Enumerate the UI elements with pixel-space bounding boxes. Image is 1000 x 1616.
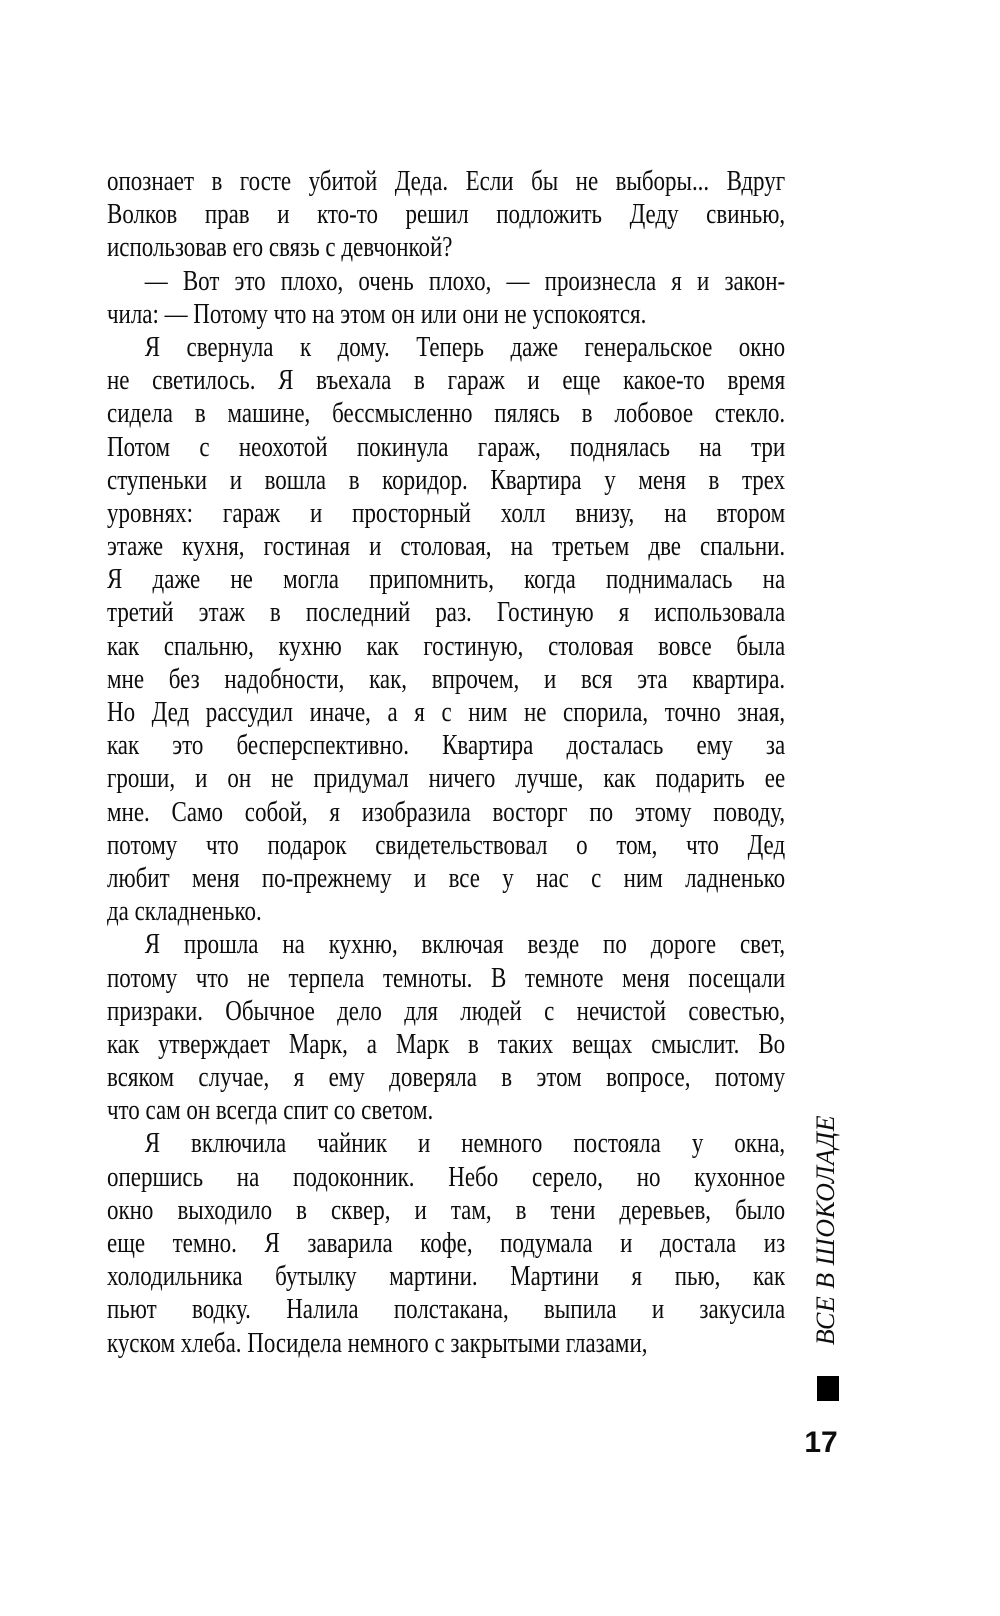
text-line: пьют водку. Налила полстакана, выпила и закусила bbox=[107, 1294, 786, 1326]
text-line: любит меня по-прежнему и все у нас с ним ладненько bbox=[107, 862, 786, 894]
running-title-text: ВСЕ В ШОКОЛАДЕ bbox=[811, 1114, 840, 1346]
text-line: как это бесперспективно. Квартира досталась ему за bbox=[107, 730, 786, 762]
text-line: опознает в госте убитой Деда. Если бы не выборы... Вдруг bbox=[107, 166, 786, 197]
text-line: Волков прав и кто-то решил подложить Деду свинью, bbox=[107, 199, 786, 231]
text-line: как спальню, кухню как гостиную, столовая вовсе была bbox=[107, 630, 786, 662]
running-title-vertical bbox=[804, 1110, 848, 1350]
text-line: опершись на подоконник. Небо серело, но кухонное bbox=[107, 1161, 786, 1193]
text-line: Я прошла на кухню, включая везде по дороге свет, bbox=[144, 929, 786, 961]
text-line: холодильника бутылку мартини. Мартини я пью, как bbox=[107, 1261, 786, 1293]
text-line: потому что не терпела темноты. В темноте меня посещали bbox=[107, 962, 786, 994]
text-line: мне. Само собой, я изобразила восторг по этому поводу, bbox=[107, 796, 786, 828]
text-line: еще темно. Я заварила кофе, подумала и достала из bbox=[107, 1228, 786, 1259]
text-line: потому что подарок свидетельствовал о том, что Дед bbox=[107, 829, 786, 861]
text-line: Потом с неохотой покинула гараж, поднялась на три bbox=[107, 431, 786, 463]
text-line: не светилось. Я въехала в гараж и еще какое-то время bbox=[107, 365, 786, 397]
text-line: использовав его связь с девчонкой? bbox=[107, 232, 453, 264]
text-line: Я даже не могла припомнить, когда поднималась на bbox=[107, 564, 786, 596]
text-line: всяком случае, я ему доверяла в этом вопросе, потому bbox=[107, 1062, 786, 1094]
text-line: как утверждает Марк, а Марк в таких вещах смыслит. Во bbox=[107, 1028, 786, 1060]
text-line: куском хлеба. Посидела немного с закрытыми глазами, bbox=[107, 1327, 648, 1359]
text-line: Я включила чайник и немного постояла у окна, bbox=[144, 1128, 786, 1160]
text-line: уровнях: гараж и просторный холл внизу, на втором bbox=[107, 497, 786, 529]
text-line: ступеньки и вошла в коридор. Квартира у меня в трех bbox=[107, 464, 786, 496]
text-line: Я свернула к дому. Теперь даже генеральское окно bbox=[144, 331, 786, 363]
chapter-marker-square bbox=[817, 1376, 839, 1401]
text-line: гроши, и он не придумал ничего лучше, как подарить ее bbox=[107, 763, 786, 795]
text-line: призраки. Обычное дело для людей с нечистой совестью, bbox=[107, 995, 786, 1027]
text-line: чила: — Потому что на этом он или они не успокоятся. bbox=[107, 298, 647, 330]
text-line: третий этаж в последний раз. Гостиную я использовала bbox=[107, 597, 786, 629]
text-line: окно выходило в сквер, и там, в тени деревьев, было bbox=[107, 1194, 786, 1226]
page-number: 17 bbox=[804, 1426, 838, 1459]
text-line: этаже кухня, гостиная и столовая, на третьем две спальни. bbox=[107, 531, 786, 563]
page-body-text bbox=[107, 165, 785, 1360]
text-line: сидела в машине, бессмысленно пялясь в лобовое стекло. bbox=[107, 398, 786, 430]
text-line: — Вот это плохо, очень плохо, — произнесла я и закон- bbox=[144, 265, 786, 297]
text-line: да складненько. bbox=[107, 896, 262, 928]
text-line: Но Дед рассудил иначе, а я с ним не спорила, точно зная, bbox=[107, 697, 786, 728]
text-line: мне без надобности, как, впрочем, и вся эта квартира. bbox=[107, 663, 786, 695]
text-line: что сам он всегда спит со светом. bbox=[107, 1095, 434, 1127]
